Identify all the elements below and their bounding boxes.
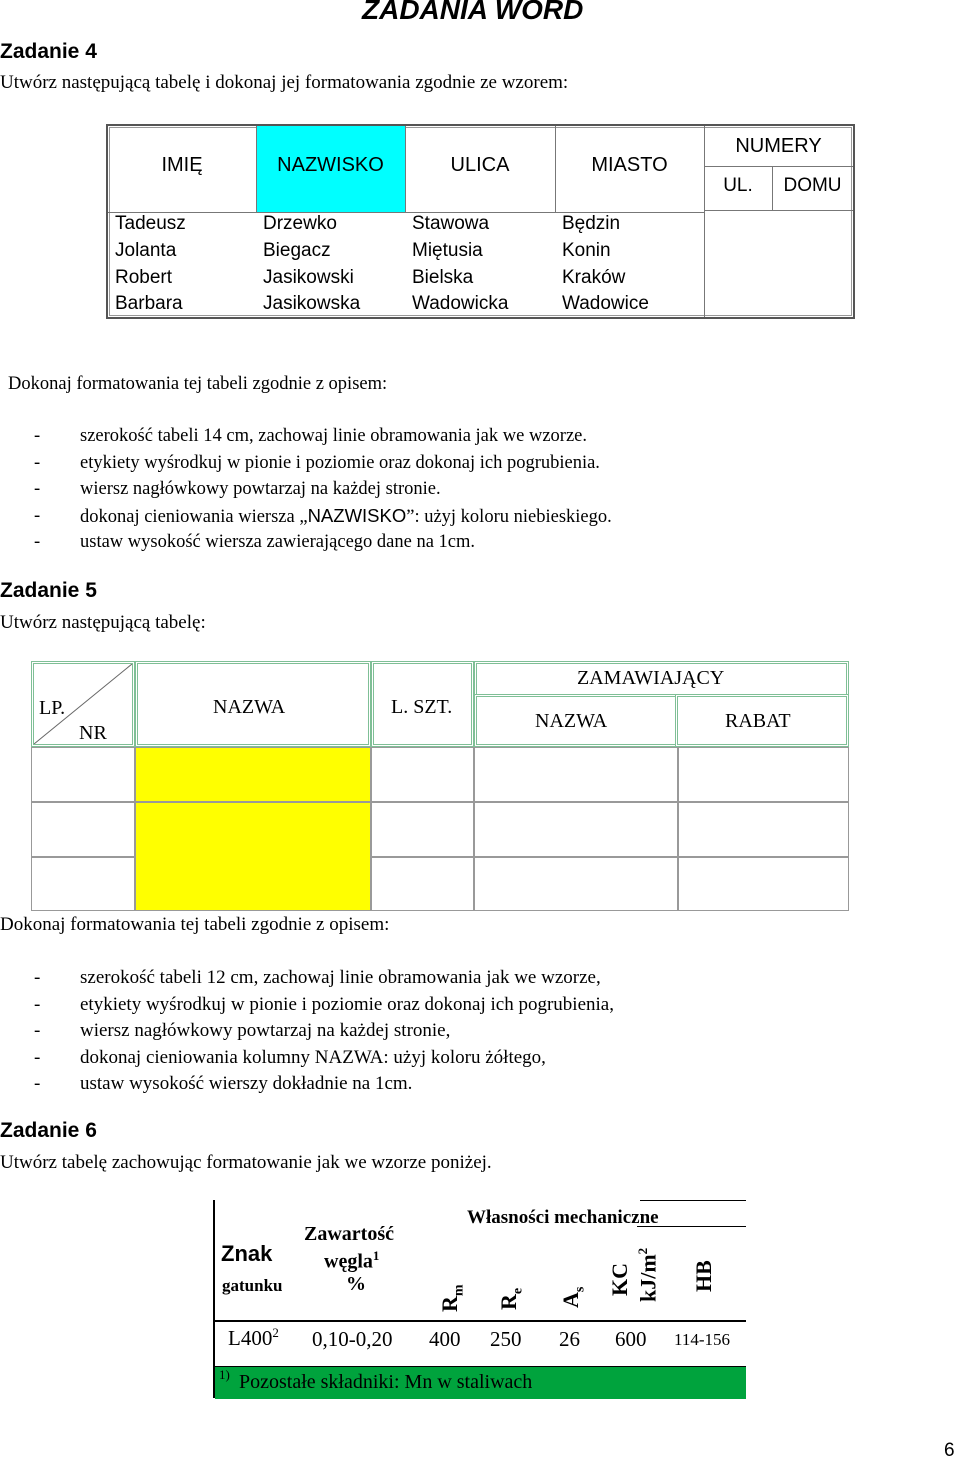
list-item: - szerokość tabeli 14 cm, zachowaj linie obramowania jak we wzorze.: [34, 426, 587, 446]
label-nr: NR: [79, 722, 107, 744]
header-ul: UL.: [723, 175, 753, 196]
list-item: - etykiety wyśrodkuj w pionie i poziomie oraz dokonaj ich pogrubienia,: [34, 993, 614, 1015]
cell-hb: 114-156: [674, 1330, 731, 1349]
zad6-intro: Utwórz tabelę zachowując formatowanie jak we wzorze poniżej.: [0, 1152, 492, 1173]
cell-nazwisko: Jasikowski: [263, 267, 354, 288]
cell-as: 26: [559, 1327, 580, 1351]
zad5-table[interactable]: [31, 661, 849, 911]
page-number: 6: [944, 1440, 955, 1461]
list-item: - dokonaj cieniowania kolumny NAZWA: użyj koloru żółtego,: [34, 1046, 546, 1068]
table-row: [108, 212, 704, 239]
list-item: - wiersz nagłówkowy powtarzaj na każdej stronie,: [34, 1020, 451, 1041]
table-cell[interactable]: [474, 857, 678, 911]
cell-kc: 600: [615, 1327, 647, 1351]
zad4-instruction-title: Dokonaj formatowania tej tabeli zgodnie z opisem:: [8, 374, 388, 394]
cell-nazwisko: Drzewko: [263, 213, 337, 234]
cell-miasto: Kraków: [562, 267, 626, 288]
cell-ulica: Wadowicka: [412, 293, 509, 314]
header-lp-nr: [31, 661, 135, 747]
header-sub-nazwa: NAZWA: [474, 694, 678, 747]
cell-imie: Tadeusz: [115, 213, 186, 234]
table-cell[interactable]: [31, 747, 135, 802]
zad5-instructions: [34, 965, 614, 1098]
header-zamawiajacy: ZAMAWIAJĄCY: [474, 661, 849, 697]
header-wegla: węgla$^1$: [324, 1248, 380, 1273]
cell-ulica: Bielska: [412, 267, 474, 288]
footnote-marker: 1): [219, 1367, 230, 1382]
table-cell[interactable]: [474, 747, 678, 802]
header-lszt: L. SZT.: [371, 661, 474, 747]
table-cell[interactable]: [678, 802, 849, 857]
header-zawartosc: Zawartość: [304, 1223, 394, 1245]
header-rabat: RABAT: [675, 694, 849, 747]
zad6-table[interactable]: [213, 1200, 746, 1398]
label-lp: LP.: [39, 697, 66, 719]
cell-carbon: 0,10-0,20: [312, 1327, 393, 1351]
header-nazwisko: NAZWISKO: [277, 154, 384, 176]
table-row: [108, 266, 704, 293]
cell-ulica: Miętusia: [412, 240, 483, 261]
zad5-intro: Utwórz następującą tabelę:: [0, 612, 206, 633]
header-kc: KC: [607, 1263, 632, 1296]
header-imie: IMIĘ: [161, 154, 203, 176]
table-cell[interactable]: [31, 802, 135, 857]
header-wlasnosci: Własności mechaniczne: [467, 1207, 659, 1228]
header-re: $R_e$: [496, 1287, 526, 1310]
footnote-bar: [215, 1366, 746, 1399]
cell-nazwisko: Biegacz: [263, 240, 331, 261]
cell-grade: $L400^2$: [228, 1325, 279, 1350]
yellow-cell[interactable]: [135, 747, 371, 802]
cell-miasto: Konin: [562, 240, 611, 261]
header-gatunku: gatunku: [222, 1276, 283, 1295]
header-kjm2: $kJ/m^2$: [635, 1247, 661, 1302]
cell-nazwisko: Jasikowska: [263, 293, 361, 314]
header-percent: %: [346, 1273, 366, 1295]
cell-ulica: Stawowa: [412, 213, 490, 234]
header-hb: HB: [691, 1260, 716, 1292]
header-ulica: ULICA: [450, 154, 510, 176]
header-nazwa: NAZWA: [135, 661, 371, 747]
table-cell[interactable]: [678, 857, 849, 911]
cell-miasto: Wadowice: [562, 293, 649, 314]
zad4-heading: Zadanie 4: [0, 40, 97, 63]
header-miasto: MIASTO: [591, 154, 668, 176]
list-item: - wiersz nagłówkowy powtarzaj na każdej stronie.: [34, 479, 441, 499]
cell-rm: 400: [429, 1327, 461, 1351]
table-row: [108, 292, 704, 319]
table-cell[interactable]: [678, 747, 849, 802]
zad5-heading: Zadanie 5: [0, 579, 97, 602]
table-cell[interactable]: [371, 802, 474, 857]
zad4-intro: Utwórz następującą tabelę i dokonaj jej formatowania zgodnie ze wzorem:: [0, 72, 569, 93]
zad4-instructions: [34, 423, 612, 556]
table-row: [108, 239, 704, 266]
table-cell[interactable]: [474, 802, 678, 857]
list-item: - ustaw wysokość wierszy dokładnie na 1cm.: [34, 1073, 413, 1094]
zad4-table[interactable]: [106, 124, 855, 319]
table-cell[interactable]: [371, 857, 474, 911]
list-item: - etykiety wyśrodkuj w pionie i poziomie oraz dokonaj ich pogrubienia.: [34, 452, 600, 473]
list-item: - szerokość tabeli 12 cm, zachowaj linie obramowania jak we wzorze,: [34, 967, 601, 988]
list-item: - dokonaj cieniowania wiersza „NAZWISKO”: użyj koloru niebieskiego.: [34, 504, 612, 527]
cell-imie: Robert: [115, 267, 173, 288]
yellow-cell[interactable]: [135, 802, 371, 911]
cell-imie: Jolanta: [115, 240, 177, 261]
list-item: - ustaw wysokość wiersza zawierającego dane na 1cm.: [34, 532, 476, 552]
header-as: $A_s$: [558, 1286, 588, 1308]
table-cell[interactable]: [31, 857, 135, 911]
page-title: ZADANIA WORD: [362, 0, 584, 25]
header-znak: Znak: [221, 1241, 273, 1266]
header-domu: DOMU: [783, 175, 842, 196]
cell-miasto: Będzin: [562, 213, 621, 234]
footnote-text: Pozostałe składniki: Mn w staliwach: [239, 1371, 533, 1393]
zad5-instruction-title: Dokonaj formatowania tej tabeli zgodnie z opisem:: [0, 914, 390, 935]
table-cell[interactable]: [371, 747, 474, 802]
zad6-heading: Zadanie 6: [0, 1119, 97, 1142]
header-numery: NUMERY: [735, 135, 822, 157]
cell-re: 250: [490, 1327, 522, 1351]
cell-imie: Barbara: [115, 293, 183, 314]
header-rm: $R_m$: [437, 1284, 467, 1312]
